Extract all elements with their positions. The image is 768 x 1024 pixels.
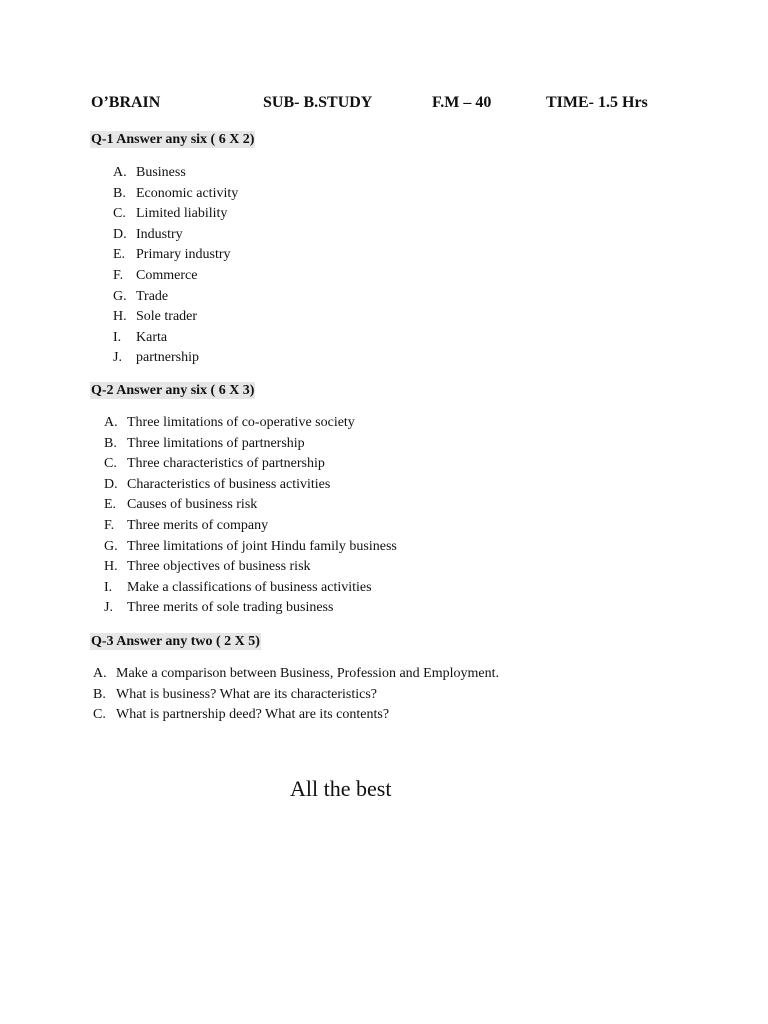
list-item-marker: C.: [104, 456, 117, 472]
list-item-text: What is partnership deed? What are its contents?: [116, 707, 390, 723]
list-item-text: Economic activity: [136, 185, 239, 201]
question-3-heading: Q-3 Answer any two ( 2 X 5): [91, 634, 260, 649]
list-item-marker: C.: [93, 707, 106, 723]
list-item-marker: B.: [104, 435, 117, 451]
list-item-marker: F.: [104, 517, 115, 533]
list-item-marker: A.: [93, 666, 107, 681]
list-item-text: Karta: [136, 329, 168, 345]
list-item-text: Make a classifications of business activities: [127, 579, 372, 595]
list-item-text: Commerce: [136, 267, 198, 283]
list-item-marker: E.: [104, 497, 117, 513]
list-item-marker: C.: [113, 206, 126, 222]
school-name: O’BRAIN: [91, 94, 161, 111]
full-marks-label: F.M – 40: [432, 94, 492, 111]
list-item-text: Three limitations of co-operative society: [127, 415, 355, 430]
list-item-text: Make a comparison between Business, Profession and Employment.: [116, 666, 499, 681]
list-item-marker: I.: [104, 579, 113, 595]
subject-label: SUB- B.STUDY: [263, 94, 373, 111]
list-item-marker: A.: [104, 415, 118, 430]
question-1-heading: Q-1 Answer any six ( 6 X 2): [91, 132, 255, 147]
list-item-text: partnership: [136, 350, 199, 366]
list-item-text: Three limitations of partnership: [127, 435, 305, 451]
list-item-marker: E.: [113, 247, 126, 263]
list-item-marker: J.: [113, 350, 122, 366]
list-item-marker: I.: [113, 329, 122, 345]
list-item-text: Three objectives of business risk: [127, 559, 311, 575]
list-item-marker: B.: [93, 686, 106, 702]
question-2-heading: Q-2 Answer any six ( 6 X 3): [91, 383, 255, 398]
list-item-text: Business: [136, 165, 186, 180]
list-item-marker: B.: [113, 185, 126, 201]
list-item-marker: D.: [113, 226, 127, 242]
list-item-text: Characteristics of business activities: [127, 476, 331, 492]
list-item-text: Sole trader: [136, 309, 198, 325]
list-item-text: Trade: [136, 288, 169, 304]
list-item-text: Causes of business risk: [127, 497, 258, 513]
list-item-marker: F.: [113, 267, 124, 283]
list-item-text: Primary industry: [136, 247, 231, 263]
closing-message: All the best: [290, 776, 392, 801]
list-item-text: Three limitations of joint Hindu family business: [127, 538, 397, 554]
list-item-marker: A.: [113, 165, 127, 180]
list-item-text: Limited liability: [136, 206, 228, 222]
list-item-text: Three characteristics of partnership: [127, 456, 325, 472]
list-item-marker: H.: [104, 559, 118, 575]
list-item-marker: J.: [104, 600, 113, 616]
list-item-text: Three merits of company: [127, 517, 269, 533]
list-item-marker: D.: [104, 476, 118, 492]
list-item-text: Industry: [136, 226, 183, 242]
list-item-text: What is business? What are its characteristics?: [116, 686, 377, 702]
list-item-text: Three merits of sole trading business: [127, 600, 334, 616]
time-label: TIME- 1.5 Hrs: [546, 94, 648, 111]
list-item-marker: G.: [104, 538, 118, 554]
list-item-marker: G.: [113, 288, 127, 304]
list-item-marker: H.: [113, 309, 127, 325]
